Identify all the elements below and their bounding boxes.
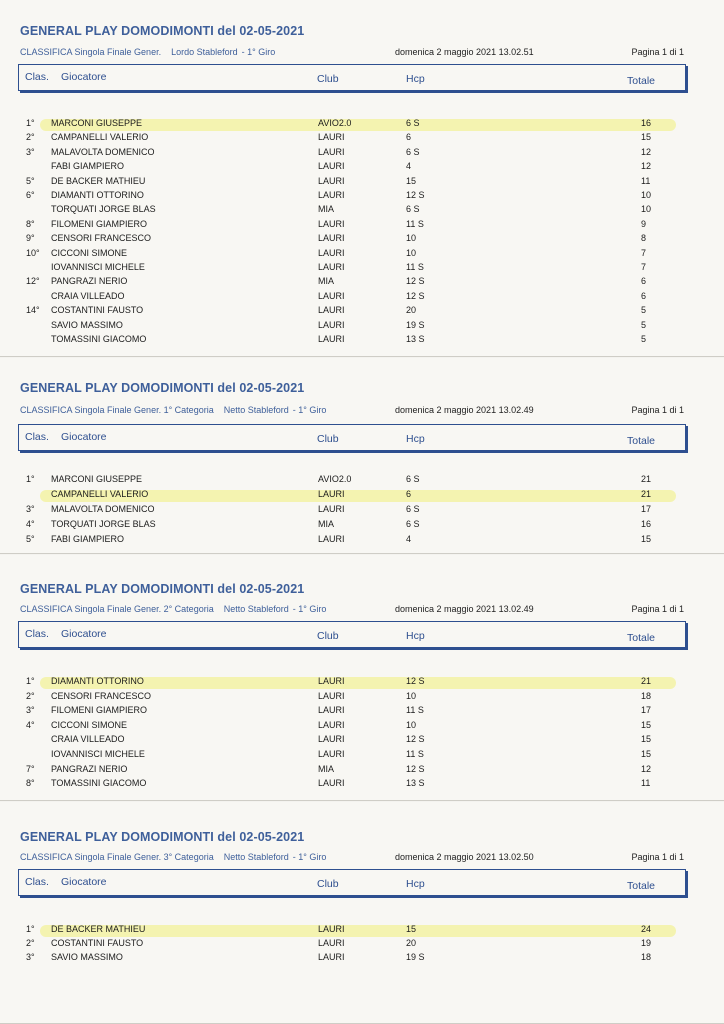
player-name: FILOMENI GIAMPIERO	[51, 705, 148, 716]
club-cell: AVIO2.0	[318, 474, 352, 484]
header-hcp: Hcp	[406, 878, 425, 890]
hcp-cell: 6 S	[406, 474, 420, 484]
header-club: Club	[317, 630, 339, 642]
sheet-subtitle	[20, 852, 326, 862]
player-name: FABI GIAMPIERO	[51, 161, 125, 172]
total-cell: 18	[641, 952, 652, 962]
player-name: CAMPANELLI VALERIO	[51, 132, 149, 143]
rank-cell: 2°	[26, 690, 35, 701]
club-cell: AVIO2.0	[318, 118, 352, 128]
player-name: IOVANNISCI MICHELE	[51, 749, 145, 759]
club-cell: LAURI	[318, 705, 345, 716]
player-name: CICCONI SIMONE	[51, 719, 128, 730]
hcp-cell: 4	[406, 534, 412, 544]
subtitle-round: - 1° Giro	[292, 604, 327, 614]
total-cell: 17	[641, 504, 652, 514]
hcp-cell: 10	[406, 233, 417, 244]
header-totale: Totale	[627, 880, 656, 892]
total-cell: 5	[641, 334, 647, 344]
table-row	[0, 176, 724, 190]
total-cell: 12	[641, 161, 652, 172]
hcp-cell: 12 S	[406, 190, 425, 200]
hcp-cell: 11 S	[406, 749, 424, 759]
subtitle-formula: Lordo Stableford	[171, 47, 238, 57]
hcp-cell: 13 S	[406, 334, 425, 344]
player-name: DIAMANTI OTTORINO	[51, 190, 144, 200]
hcp-cell: 12 S	[406, 734, 425, 745]
table-row	[0, 276, 724, 290]
header-giocatore: Giocatore	[61, 431, 107, 443]
header-clas: Clas.	[25, 628, 49, 640]
player-name: FABI GIAMPIERO	[51, 534, 125, 544]
total-cell: 9	[641, 218, 647, 229]
table-row	[0, 734, 724, 748]
rank-cell: 7°	[26, 763, 35, 774]
rank-cell: 3°	[26, 705, 35, 716]
table-row	[0, 489, 724, 503]
player-name: PANGRAZI NERIO	[51, 276, 128, 287]
player-name: DE BACKER MATHIEU	[51, 175, 146, 186]
hcp-cell: 10	[406, 690, 417, 701]
rank-cell: 1°	[26, 676, 35, 686]
rank-cell: 4°	[26, 719, 35, 730]
club-cell: LAURI	[318, 132, 345, 143]
total-cell: 21	[641, 474, 652, 484]
total-cell: 16	[641, 118, 652, 128]
rank-cell: 2°	[26, 132, 35, 143]
player-name: TORQUATI JORGE BLAS	[51, 204, 156, 215]
total-cell: 15	[641, 734, 652, 745]
rank-cell: 1°	[26, 118, 35, 128]
table-row	[0, 204, 724, 218]
total-cell: 6	[641, 290, 647, 301]
hcp-cell: 20	[406, 938, 417, 948]
hcp-cell: 6 S	[406, 204, 420, 215]
total-cell: 7	[641, 262, 647, 272]
page-number: Pagina 1 di 1	[631, 47, 684, 57]
total-cell: 11	[641, 778, 651, 789]
rank-cell: 1°	[26, 924, 35, 934]
header-hcp: Hcp	[406, 630, 425, 642]
total-cell: 21	[641, 489, 652, 499]
print-date: domenica 2 maggio 2021 13.02.51	[395, 47, 534, 57]
hcp-cell: 19 S	[406, 952, 425, 962]
table-row	[0, 132, 724, 146]
table-row	[0, 161, 724, 175]
player-name: CENSORI FRANCESCO	[51, 690, 152, 701]
sheet-title: GENERAL PLAY DOMODIMONTI del 02-05-2021	[20, 830, 305, 844]
player-name: MARCONI GIUSEPPE	[51, 118, 143, 128]
table-row	[0, 952, 724, 966]
table-row	[0, 924, 724, 938]
club-cell: MIA	[318, 519, 335, 529]
table-row	[0, 938, 724, 952]
club-cell: LAURI	[318, 778, 345, 789]
total-cell: 16	[641, 519, 652, 529]
hcp-cell: 6 S	[406, 118, 420, 128]
total-cell: 10	[641, 204, 652, 215]
club-cell: LAURI	[318, 161, 345, 172]
total-cell: 24	[641, 924, 652, 934]
total-cell: 15	[641, 132, 652, 143]
sheet-title: GENERAL PLAY DOMODIMONTI del 02-05-2021	[20, 582, 305, 596]
subtitle-round: - 1° Giro	[241, 47, 276, 57]
table-row	[0, 534, 724, 548]
total-cell: 5	[641, 319, 647, 330]
club-cell: MIA	[318, 763, 335, 774]
club-cell: LAURI	[318, 305, 345, 316]
print-date: domenica 2 maggio 2021 13.02.49	[395, 604, 534, 614]
player-name: TORQUATI JORGE BLAS	[51, 519, 156, 529]
header-giocatore: Giocatore	[61, 71, 107, 83]
rank-cell: 3°	[26, 952, 35, 962]
total-cell: 12	[641, 763, 652, 774]
rank-cell: 8°	[26, 778, 35, 789]
club-cell: LAURI	[318, 175, 345, 186]
header-hcp: Hcp	[406, 433, 425, 445]
table-row	[0, 749, 724, 763]
subtitle-formula: Netto Stableford	[223, 604, 289, 614]
table-row	[0, 219, 724, 233]
club-cell: LAURI	[318, 534, 345, 544]
subtitle-formula: Netto Stableford	[223, 852, 289, 862]
column-header-box	[18, 869, 686, 896]
table-row	[0, 248, 724, 262]
player-name: CENSORI FRANCESCO	[51, 233, 152, 244]
club-cell: LAURI	[318, 734, 345, 745]
hcp-cell: 12 S	[406, 290, 425, 301]
results-sheet	[0, 802, 724, 1024]
club-cell: MIA	[318, 204, 335, 215]
rank-cell: 14°	[26, 305, 40, 316]
table-row	[0, 720, 724, 734]
player-name: MARCONI GIUSEPPE	[51, 474, 143, 484]
player-name: CRAIA VILLEADO	[51, 290, 125, 301]
sheet-subtitle	[20, 47, 275, 57]
column-header-box	[18, 621, 686, 648]
subtitle-formula: Netto Stableford	[223, 405, 289, 415]
player-name: CICCONI SIMONE	[51, 247, 128, 258]
rank-cell: 1°	[26, 474, 35, 484]
print-date: domenica 2 maggio 2021 13.02.50	[395, 852, 534, 862]
table-row	[0, 474, 724, 488]
club-cell: LAURI	[318, 489, 345, 499]
hcp-cell: 20	[406, 305, 417, 316]
hcp-cell: 6 S	[406, 504, 420, 514]
subtitle-classification: CLASSIFICA Singola Finale Gener. 1° Categoria	[20, 405, 214, 415]
total-cell: 12	[641, 146, 652, 157]
sheet-title: GENERAL PLAY DOMODIMONTI del 02-05-2021	[20, 24, 305, 38]
club-cell: MIA	[318, 276, 335, 287]
table-row	[0, 676, 724, 690]
total-cell: 19	[641, 938, 652, 948]
table-row	[0, 504, 724, 518]
header-giocatore: Giocatore	[61, 628, 107, 640]
player-name: DE BACKER MATHIEU	[51, 924, 146, 934]
total-cell: 5	[641, 305, 647, 316]
hcp-cell: 13 S	[406, 778, 425, 789]
hcp-cell: 12 S	[406, 676, 425, 686]
rank-cell: 2°	[26, 938, 35, 948]
hcp-cell: 4	[406, 161, 412, 172]
club-cell: LAURI	[318, 319, 345, 330]
hcp-cell: 11 S	[406, 218, 424, 229]
header-clas: Clas.	[25, 876, 49, 888]
hcp-cell: 12 S	[406, 763, 425, 774]
header-totale: Totale	[627, 75, 656, 87]
column-header-box	[18, 424, 686, 451]
total-cell: 10	[641, 190, 652, 200]
club-cell: LAURI	[318, 334, 345, 344]
table-row	[0, 305, 724, 319]
table-row	[0, 147, 724, 161]
results-sheet	[0, 0, 724, 357]
club-cell: LAURI	[318, 676, 345, 686]
player-name: CAMPANELLI VALERIO	[51, 489, 149, 499]
header-club: Club	[317, 433, 339, 445]
hcp-cell: 6	[406, 489, 412, 499]
player-name: COSTANTINI FAUSTO	[51, 938, 144, 948]
hcp-cell: 10	[406, 719, 417, 730]
header-hcp: Hcp	[406, 73, 425, 85]
player-name: IOVANNISCI MICHELE	[51, 262, 145, 272]
table-row	[0, 334, 724, 348]
hcp-cell: 6	[406, 132, 412, 143]
results-sheet	[0, 555, 724, 801]
total-cell: 15	[641, 534, 652, 544]
table-row	[0, 519, 724, 533]
hcp-cell: 11 S	[406, 262, 424, 272]
club-cell: LAURI	[318, 719, 345, 730]
subtitle-classification: CLASSIFICA Singola Finale Gener. 3° Categoria	[20, 852, 214, 862]
player-name: COSTANTINI FAUSTO	[51, 305, 144, 316]
player-name: MALAVOLTA DOMENICO	[51, 504, 155, 514]
header-giocatore: Giocatore	[61, 876, 107, 888]
rank-cell: 12°	[26, 276, 40, 287]
subtitle-round: - 1° Giro	[292, 405, 327, 415]
total-cell: 17	[641, 705, 652, 716]
player-name: FILOMENI GIAMPIERO	[51, 218, 148, 229]
header-club: Club	[317, 73, 339, 85]
header-clas: Clas.	[25, 71, 49, 83]
sheet-subtitle	[20, 604, 326, 614]
subtitle-classification: CLASSIFICA Singola Finale Gener. 2° Categoria	[20, 604, 214, 614]
rank-cell: 10°	[26, 247, 40, 258]
results-sheet	[0, 358, 724, 554]
hcp-cell: 19 S	[406, 319, 425, 330]
table-row	[0, 291, 724, 305]
table-row	[0, 778, 724, 792]
hcp-cell: 10	[406, 247, 417, 258]
player-name: TOMASSINI GIACOMO	[51, 334, 147, 344]
club-cell: LAURI	[318, 190, 345, 200]
club-cell: LAURI	[318, 290, 345, 301]
subtitle-round: - 1° Giro	[292, 852, 327, 862]
table-row	[0, 764, 724, 778]
rank-cell: 3°	[26, 504, 35, 514]
page-number: Pagina 1 di 1	[631, 604, 684, 614]
table-row	[0, 691, 724, 705]
club-cell: LAURI	[318, 233, 345, 244]
total-cell: 15	[641, 749, 652, 759]
rank-cell: 3°	[26, 146, 35, 157]
hcp-cell: 15	[406, 924, 417, 934]
rank-cell: 5°	[26, 175, 35, 186]
table-row	[0, 190, 724, 204]
print-date: domenica 2 maggio 2021 13.02.49	[395, 405, 534, 415]
header-club: Club	[317, 878, 339, 890]
hcp-cell: 12 S	[406, 276, 425, 287]
club-cell: LAURI	[318, 504, 345, 514]
player-name: SAVIO MASSIMO	[51, 952, 123, 962]
total-cell: 7	[641, 247, 647, 258]
player-name: TOMASSINI GIACOMO	[51, 778, 147, 789]
header-clas: Clas.	[25, 431, 49, 443]
club-cell: LAURI	[318, 924, 345, 934]
player-name: CRAIA VILLEADO	[51, 734, 125, 745]
club-cell: LAURI	[318, 262, 345, 272]
table-row	[0, 118, 724, 132]
player-name: DIAMANTI OTTORINO	[51, 676, 144, 686]
rank-cell: 5°	[26, 534, 35, 544]
rank-cell: 4°	[26, 519, 35, 529]
subtitle-classification: CLASSIFICA Singola Finale Gener.	[20, 47, 162, 57]
club-cell: LAURI	[318, 749, 345, 759]
club-cell: LAURI	[318, 952, 345, 962]
sheet-title: GENERAL PLAY DOMODIMONTI del 02-05-2021	[20, 381, 305, 395]
total-cell: 21	[641, 676, 652, 686]
page-number: Pagina 1 di 1	[631, 852, 684, 862]
rank-cell: 9°	[26, 233, 35, 244]
club-cell: LAURI	[318, 146, 345, 157]
player-name: SAVIO MASSIMO	[51, 319, 123, 330]
total-cell: 15	[641, 719, 652, 730]
table-row	[0, 705, 724, 719]
hcp-cell: 6 S	[406, 519, 420, 529]
header-totale: Totale	[627, 632, 656, 644]
header-totale: Totale	[627, 435, 656, 447]
player-name: PANGRAZI NERIO	[51, 763, 128, 774]
total-cell: 11	[641, 175, 651, 186]
hcp-cell: 6 S	[406, 146, 420, 157]
column-header-box	[18, 64, 686, 91]
table-row	[0, 233, 724, 247]
player-name: MALAVOLTA DOMENICO	[51, 146, 155, 157]
total-cell: 6	[641, 276, 647, 287]
sheet-subtitle	[20, 405, 326, 415]
hcp-cell: 11 S	[406, 705, 424, 716]
hcp-cell: 15	[406, 175, 417, 186]
club-cell: LAURI	[318, 938, 345, 948]
table-row	[0, 320, 724, 334]
table-row	[0, 262, 724, 276]
rank-cell: 8°	[26, 218, 35, 229]
page-number: Pagina 1 di 1	[631, 405, 684, 415]
rank-cell: 6°	[26, 190, 35, 200]
club-cell: LAURI	[318, 247, 345, 258]
club-cell: LAURI	[318, 218, 345, 229]
total-cell: 18	[641, 690, 652, 701]
club-cell: LAURI	[318, 690, 345, 701]
total-cell: 8	[641, 233, 647, 244]
